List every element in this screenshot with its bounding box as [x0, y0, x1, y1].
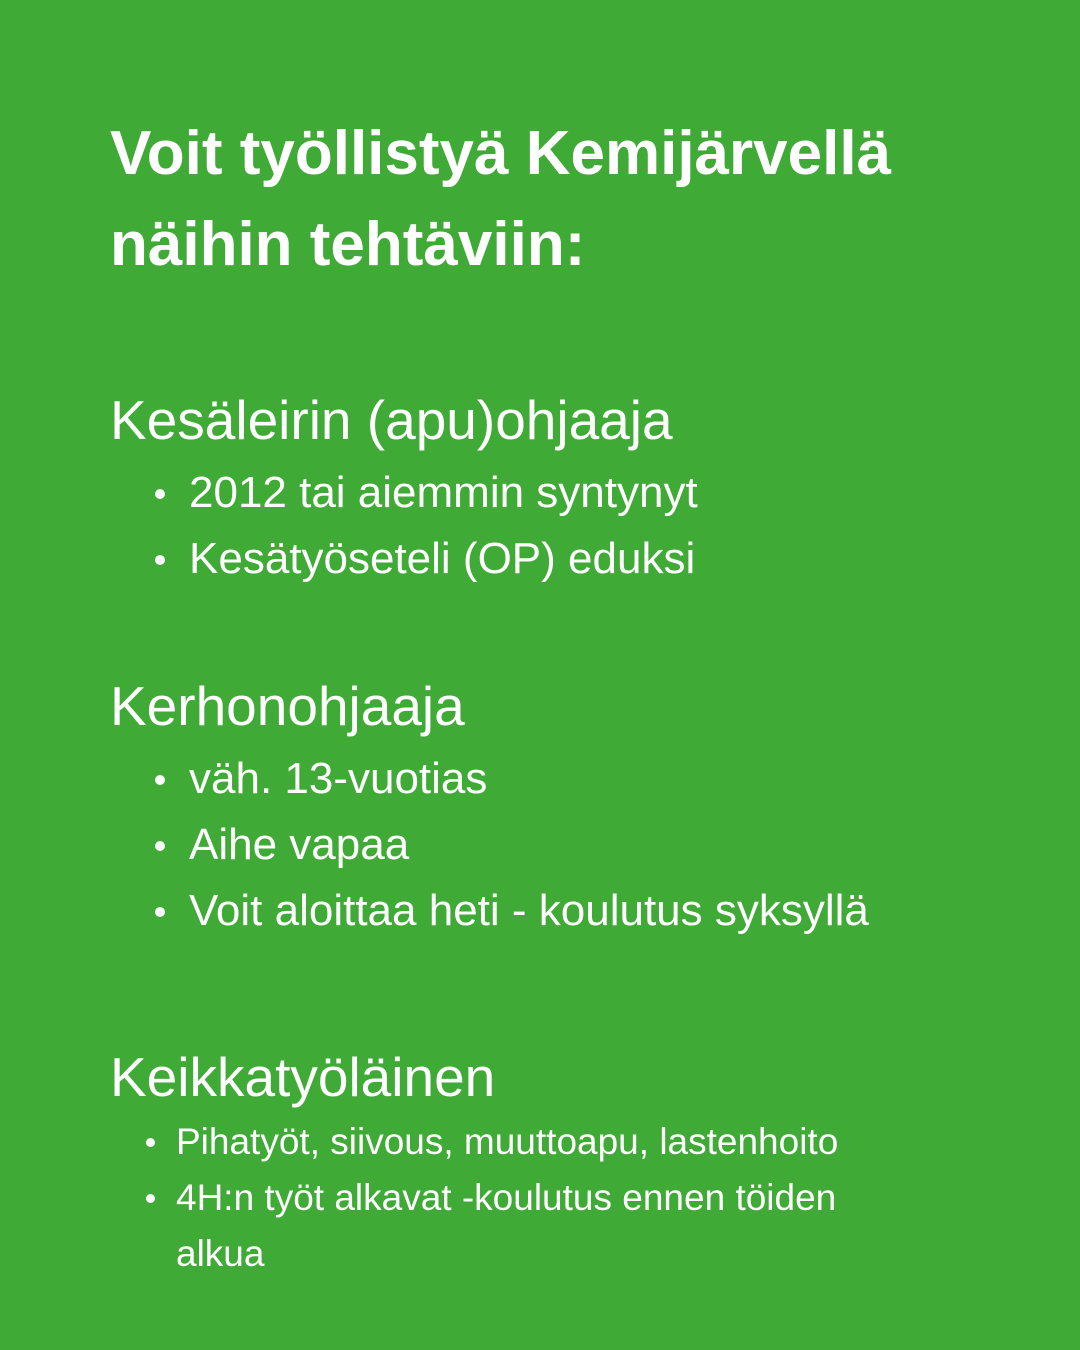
list-item-text: väh. 13-vuotias — [189, 754, 488, 803]
section-heading: Kerhonohjaaja — [110, 675, 465, 737]
list-item — [110, 526, 1010, 592]
list-item — [110, 746, 1010, 812]
requirement-list — [110, 746, 1010, 944]
list-item-text: Aihe vapaa — [189, 820, 410, 869]
section-summer-camp-instructor — [110, 385, 1010, 592]
requirement-list — [110, 1114, 1010, 1282]
bullet-icon — [146, 1194, 155, 1203]
section-heading: Kesäleirin (apu)ohjaaja — [110, 389, 673, 451]
section-club-instructor — [110, 671, 1010, 944]
list-item — [110, 878, 1010, 944]
list-item-text: 4H:n työt alkavat -koulutus ennen töiden alkua — [176, 1177, 837, 1274]
bullet-icon — [155, 775, 165, 785]
bullet-icon — [146, 1138, 155, 1147]
requirement-list — [110, 460, 1010, 592]
page-title — [110, 108, 1010, 290]
title-line-1: Voit työllistyä Kemijärvellä — [110, 119, 892, 188]
list-item-text: Voit aloittaa heti - koulutus syksyllä — [189, 886, 869, 935]
list-item — [110, 1114, 916, 1170]
list-item — [110, 812, 1010, 878]
bullet-icon — [155, 489, 165, 499]
list-item-text: Kesätyöseteli (OP) eduksi — [189, 534, 696, 583]
list-item — [110, 1170, 916, 1282]
list-item — [110, 460, 1010, 526]
title-line-2: näihin tehtäviin: — [110, 210, 586, 279]
list-item-text: Pihatyöt, siivous, muuttoapu, lastenhoito — [176, 1121, 839, 1162]
section-heading: Keikkatyöläinen — [110, 1046, 496, 1108]
section-gig-worker — [110, 1042, 1010, 1282]
bullet-icon — [155, 555, 165, 565]
list-item-text: 2012 tai aiemmin syntynyt — [189, 468, 698, 517]
bullet-icon — [155, 907, 165, 917]
bullet-icon — [155, 841, 165, 851]
